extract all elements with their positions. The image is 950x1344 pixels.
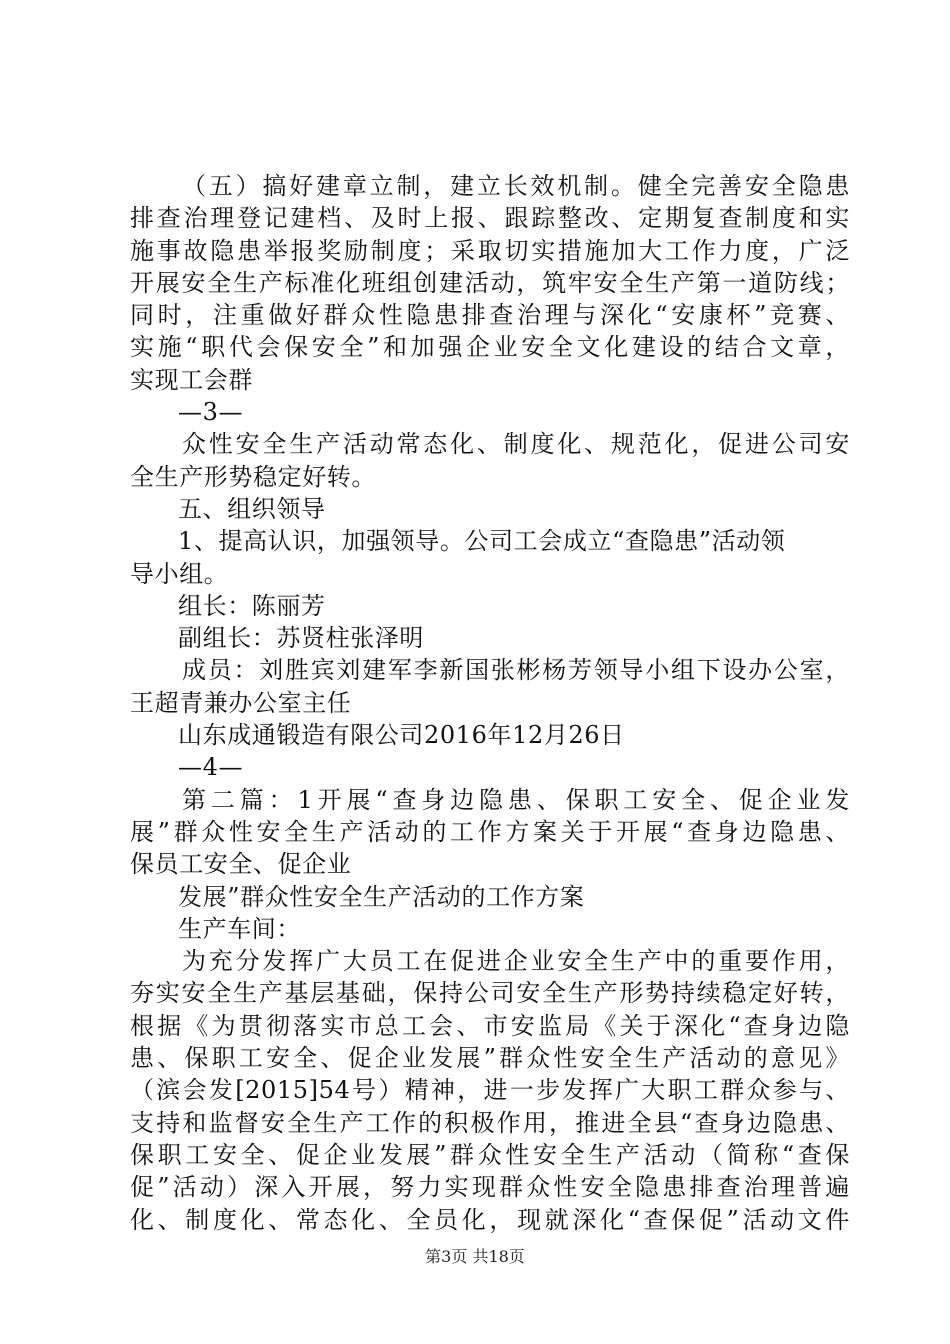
- text-line: 导小组。: [130, 559, 229, 588]
- text-line: 为充分发挥广大员工在促进企业安全生产中的重要作用，: [182, 947, 850, 976]
- text-line: 夯实安全生产基层基础，保持公司安全生产形势持续稳定好转，: [130, 979, 850, 1008]
- text-line: （五）搞好建章立制，建立长效机制。健全完善安全隐患: [182, 172, 850, 200]
- text-line: 患、保职工安全、促企业发展”群众性安全生产活动的意见》: [130, 1044, 850, 1073]
- document-body: [130, 170, 850, 1236]
- text-line: 副组长：苏贤柱张泽明: [178, 624, 424, 653]
- text-line: 施事故隐患举报奖励制度；采取切实措施加大工作力度，广泛: [130, 236, 850, 265]
- text-line: 开展安全生产标准化班组创建活动，筑牢安全生产第一道防线；: [130, 268, 850, 297]
- text-line: 保职工安全、促企业发展”群众性安全生产活动（简称“查保: [130, 1140, 850, 1169]
- text-line: 排查治理登记建档、及时上报、跟踪整改、定期复查制度和实: [130, 204, 850, 233]
- text-line: 众性安全生产活动常态化、制度化、规范化，促进公司安: [182, 430, 850, 459]
- text-line: 第二篇：1开展“查身边隐患、保职工安全、促企业发: [182, 785, 850, 814]
- text-line: 组长：陈丽芳: [178, 591, 326, 620]
- text-line: （滨会发[2015]54号）精神，进一步发挥广大职工群众参与、: [130, 1076, 850, 1105]
- page-marker: —4—: [178, 753, 244, 782]
- text-line: 成员：刘胜宾刘建军李新国张彬杨芳领导小组下设办公室，: [182, 656, 850, 685]
- text-line: 根据《为贯彻落实市总工会、市安监局《关于深化“查身边隐: [130, 1011, 850, 1040]
- text-line: 发展”群众性安全生产活动的工作方案: [178, 882, 585, 911]
- text-line: 全生产形势稳定好转。: [130, 462, 376, 491]
- text-line: 化、制度化、常态化、全员化，现就深化“查保促”活动文件: [130, 1205, 850, 1234]
- text-line: 展”群众性安全生产活动的工作方案关于开展“查身边隐患、: [130, 817, 850, 846]
- signature-line: 山东成通锻造有限公司2016年12月26日: [178, 721, 625, 750]
- text-line: 实施“职代会保安全”和加强企业安全文化建设的结合文章，: [130, 333, 850, 362]
- text-line: 王超青兼办公室主任: [130, 688, 352, 717]
- page-footer: 第3页 共18页: [425, 1247, 525, 1266]
- text-line: 实现工会群: [130, 365, 253, 394]
- section-heading: 五、组织领导: [178, 494, 326, 523]
- page-marker: —3—: [178, 398, 244, 427]
- text-line: 保员工安全、促企业: [130, 850, 352, 879]
- text-line: 促”活动）深入开展，努力实现群众性安全隐患排查治理普遍: [130, 1173, 850, 1202]
- text-line: 生产车间：: [178, 914, 301, 943]
- text-line: 1、提高认识，加强领导。公司工会成立“查隐患”活动领: [178, 527, 786, 556]
- text-line: 支持和监督安全生产工作的积极作用，推进全县“查身边隐患、: [130, 1108, 850, 1137]
- text-line: 同时，注重做好群众性隐患排查治理与深化“安康杯”竞赛、: [130, 301, 850, 330]
